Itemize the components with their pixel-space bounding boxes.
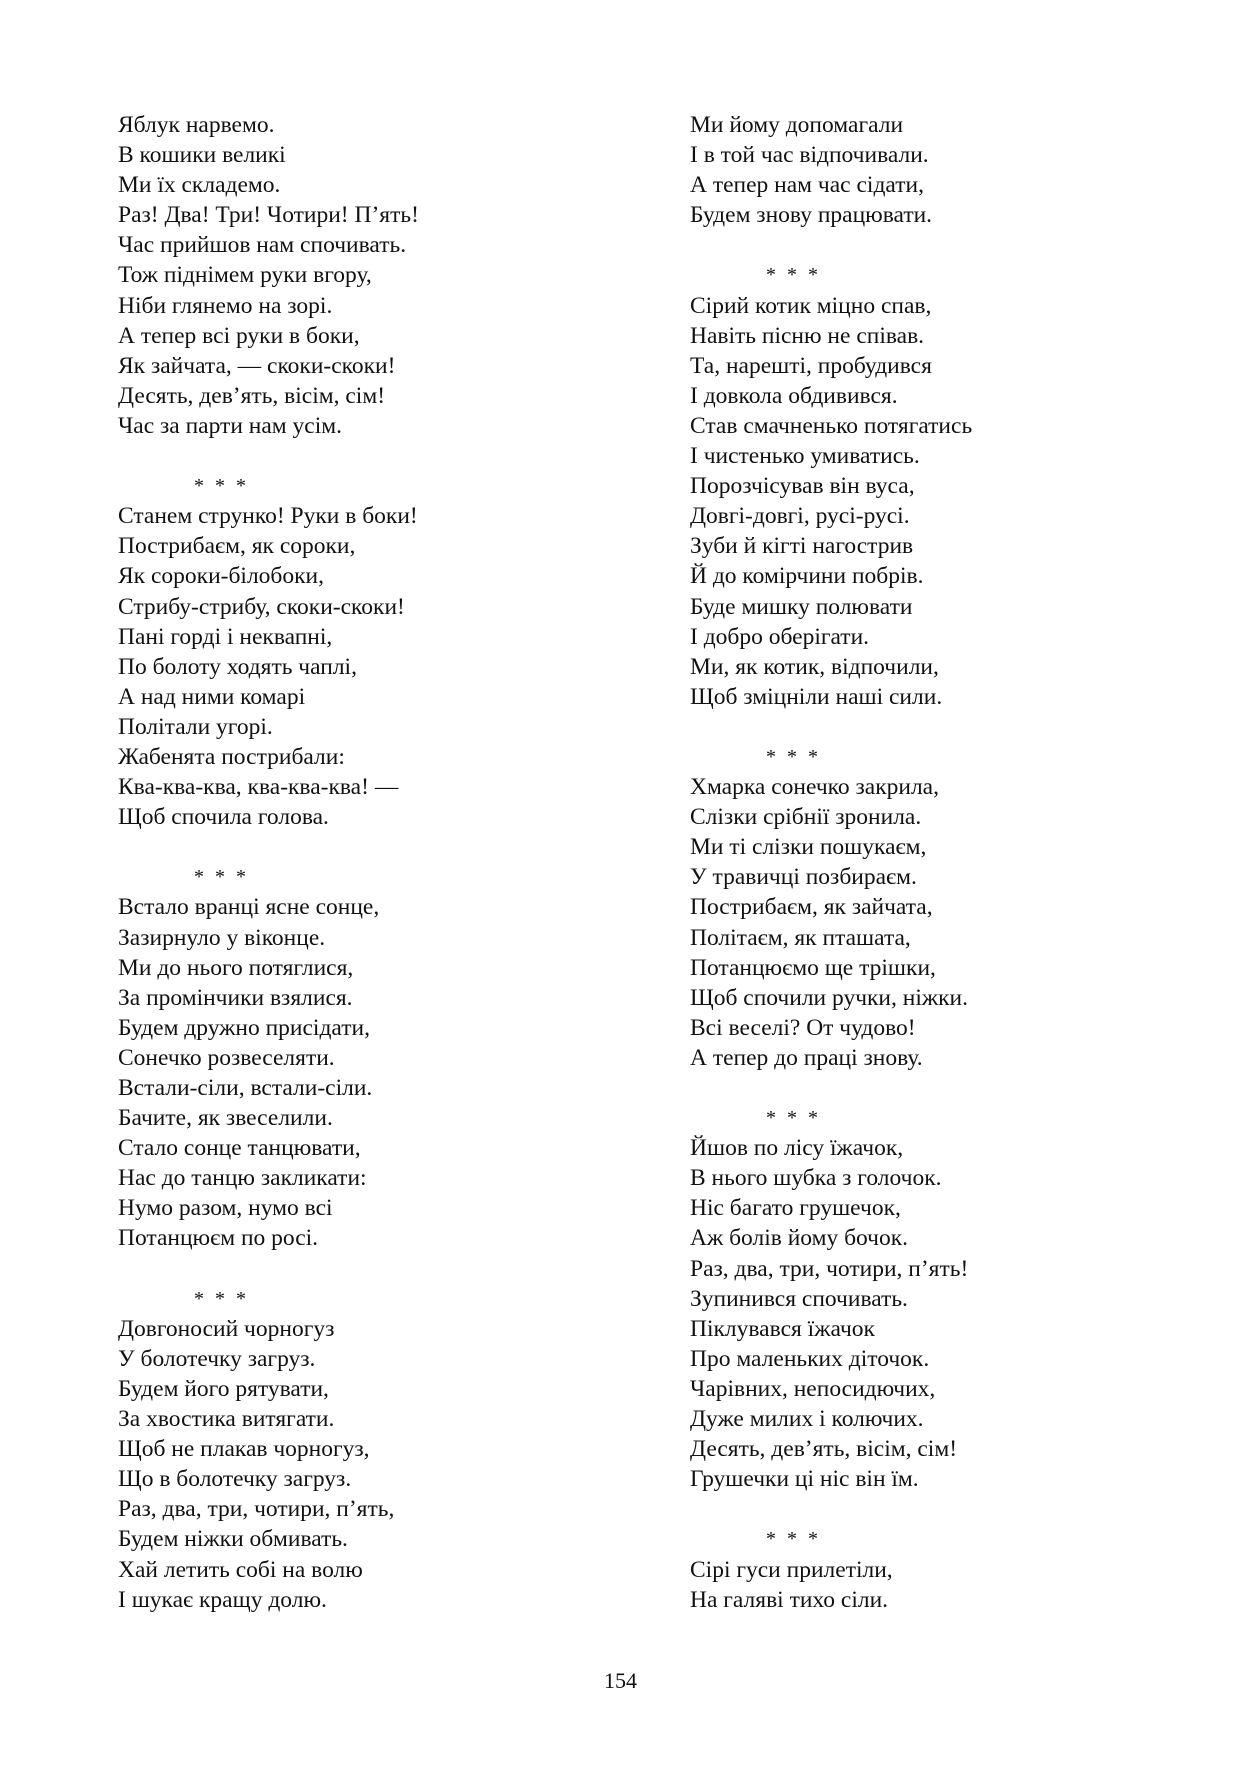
poem-line: Будем дружно присідати, [118, 1014, 370, 1041]
stanza-gap [690, 230, 1190, 260]
poem-line: Щоб спочили ручки, ніжки. [690, 984, 968, 1011]
poem-line: Аж болів йому бочок. [690, 1225, 909, 1252]
poem-line: І шукає кращу долю. [118, 1586, 327, 1613]
poem-line: По болоту ходять чаплі, [118, 653, 357, 680]
poem-line: Десять, дев’ять, вісім, сім! [118, 382, 386, 409]
poem-line: Час прийшов нам спочивать. [118, 232, 407, 259]
poem-line: А над ними комарі [118, 683, 306, 710]
poem-line: Десять, дев’ять, вісім, сім! [690, 1436, 958, 1463]
poem-line: Грушечки ці ніс він їм. [690, 1466, 919, 1493]
poem-line: За хвостика витягати. [118, 1406, 335, 1433]
poem-line: Яблук нарвемо. [118, 112, 275, 138]
poem-line: Бачите, як звеселили. [118, 1105, 333, 1132]
stanza-separator: * * * [766, 264, 821, 287]
poem-line: А тепер нам час сідати, [690, 172, 924, 199]
poem-line: Ми йому допомагали [690, 112, 904, 138]
poem-line: Довгі-довгі, русі-русі. [690, 503, 910, 530]
poem-line: Навіть пісню не співав. [690, 322, 925, 349]
poem-line: А тепер до праці знову. [690, 1044, 923, 1071]
stanza-separator: * * * [766, 745, 821, 768]
poem-line: Щоб не плакав чорногуз, [118, 1436, 370, 1463]
poem-line: Порозчісував він вуса, [690, 473, 915, 500]
poem-line: Ніс багато грушечок, [690, 1195, 901, 1222]
poem-line: Раз, два, три, чотири, п’ять, [118, 1496, 395, 1523]
poem-line: Ми до нього потяглися, [118, 954, 354, 981]
poem-line: Буде мишку полювати [690, 593, 913, 620]
poem-line: Сірі гуси прилетіли, [690, 1556, 893, 1583]
stanza-gap [690, 1494, 1190, 1524]
poem-line: Й до комірчини побрів. [690, 563, 924, 590]
poem-line: Як сороки-білобоки, [118, 563, 325, 590]
poem-line: У травичці позбираєм. [690, 864, 917, 891]
poem-line: Ми їх складемо. [118, 172, 281, 199]
poem-line: Будем його рятувати, [118, 1375, 329, 1402]
poem-line: Пострибаєм, як зайчата, [690, 894, 933, 921]
poem-line: І чистенько умиватись. [690, 443, 920, 470]
poem-line: А тепер всі руки в боки, [118, 322, 360, 349]
stanza-gap [118, 1254, 618, 1284]
poem-line: Хмарка сонечко закрила, [690, 774, 939, 801]
poem-line: В кошики великі [118, 142, 286, 169]
stanza-gap [690, 1073, 1190, 1103]
poem-line: Щоб спочила голова. [118, 804, 329, 831]
stanza-gap [118, 441, 618, 471]
poem-line: Потанцюємо ще трішки, [690, 954, 936, 981]
poem-line: Йшов по лісу їжачок, [690, 1135, 904, 1162]
poem-line: Раз, два, три, чотири, п’ять! [690, 1255, 969, 1282]
poem-line: Сонечко розвеселяти. [118, 1044, 335, 1071]
poem-line: Станем струнко! Руки в боки! [118, 503, 418, 530]
left-column [118, 110, 618, 1615]
poem-line: Політали угорі. [118, 713, 273, 740]
poem-stanza [690, 291, 1190, 712]
poem-line: Став смачненько потягатись [690, 412, 973, 439]
poem-line: Потанцюєм по росі. [118, 1225, 319, 1252]
poem-line: Пані горді і неквапні, [118, 623, 333, 650]
poem-line: Політаєм, як пташата, [690, 924, 911, 951]
poem-line: Нас до танцю закликати: [118, 1165, 367, 1192]
poem-line: Всі веселі? От чудово! [690, 1014, 916, 1041]
poem-line: Нумо разом, нумо всі [118, 1195, 333, 1222]
poem-line: Стало сонце танцювати, [118, 1135, 361, 1162]
poem-stanza [690, 1555, 1190, 1615]
poem-line: В нього шубка з голочок. [690, 1165, 942, 1192]
poem-line: Та, нарешті, пробудився [690, 352, 932, 379]
poem-line: Будем знову працювати. [690, 202, 933, 229]
poem-line: Ніби глянемо на зорі. [118, 292, 333, 319]
poem-line: Чарівних, непосидючих, [690, 1375, 936, 1402]
poem-line: Довгоносий чорногуз [118, 1315, 335, 1342]
stanza-separator: * * * [194, 1287, 249, 1310]
poem-line: Тож піднімем руки вгору, [118, 262, 372, 289]
page-number: 154 [604, 1668, 637, 1693]
poem-line: І довкола обдивився. [690, 382, 898, 409]
poem-stanza [690, 1133, 1190, 1494]
poem-stanza [690, 110, 1190, 230]
right-column [690, 110, 1190, 1615]
stanza-gap [690, 712, 1190, 742]
poem-line: Ми ті слізки пошукаєм, [690, 834, 927, 861]
poem-line: Піклувався їжачок [690, 1315, 875, 1342]
poem-line: Ква-ква-ква, ква-ква-ква! — [118, 774, 399, 801]
poem-line: Встали-сіли, встали-сіли. [118, 1075, 373, 1101]
poem-stanza [118, 110, 618, 441]
poem-line: Зазирнуло у віконце. [118, 924, 326, 951]
poem-line: Стрибу-стрибу, скоки-скоки! [118, 593, 405, 620]
poem-stanza [118, 501, 618, 832]
poem-stanza [118, 892, 618, 1253]
poem-line: Час за парти нам усім. [118, 412, 342, 439]
poem-line: Щоб зміцніли наші сили. [690, 683, 943, 710]
poem-line: Хай летить собі на волю [118, 1556, 363, 1583]
poem-line: Сірий котик міцно спав, [690, 292, 932, 319]
poem-line: Жабенята пострибали: [118, 743, 345, 770]
poem-line: Пострибаєм, як сороки, [118, 533, 356, 560]
stanza-separator: * * * [766, 1528, 821, 1551]
poem-line: На галяві тихо сіли. [690, 1586, 889, 1613]
poem-line: І добро оберігати. [690, 623, 870, 650]
poem-line: Встало вранці ясне сонце, [118, 894, 380, 921]
poem-line: Раз! Два! Три! Чотири! П’ять! [118, 202, 419, 229]
poem-line: Зупинився спочивать. [690, 1285, 908, 1312]
poem-stanza [118, 1314, 618, 1615]
poem-line: Як зайчата, — скоки-скоки! [118, 352, 396, 379]
poem-line: Про маленьких діточок. [690, 1345, 930, 1372]
poem-line: Зуби й кігті нагострив [690, 533, 914, 560]
stanza-separator: * * * [194, 475, 249, 498]
poem-stanza [690, 772, 1190, 1073]
poem-line: І в той час відпочивали. [690, 142, 929, 169]
poem-line: Будем ніжки обмивать. [118, 1526, 348, 1553]
poem-line: Слізки срібнії зронила. [690, 804, 922, 831]
poem-line: У болотечку загруз. [118, 1345, 316, 1372]
poem-line: За промінчики взялися. [118, 984, 353, 1011]
poem-line: Що в болотечку загруз. [118, 1466, 352, 1493]
poem-line: Дуже милих і колючих. [690, 1406, 924, 1433]
stanza-gap [118, 832, 618, 862]
stanza-separator: * * * [766, 1107, 821, 1130]
poem-line: Ми, як котик, відпочили, [690, 653, 939, 680]
stanza-separator: * * * [194, 866, 249, 889]
